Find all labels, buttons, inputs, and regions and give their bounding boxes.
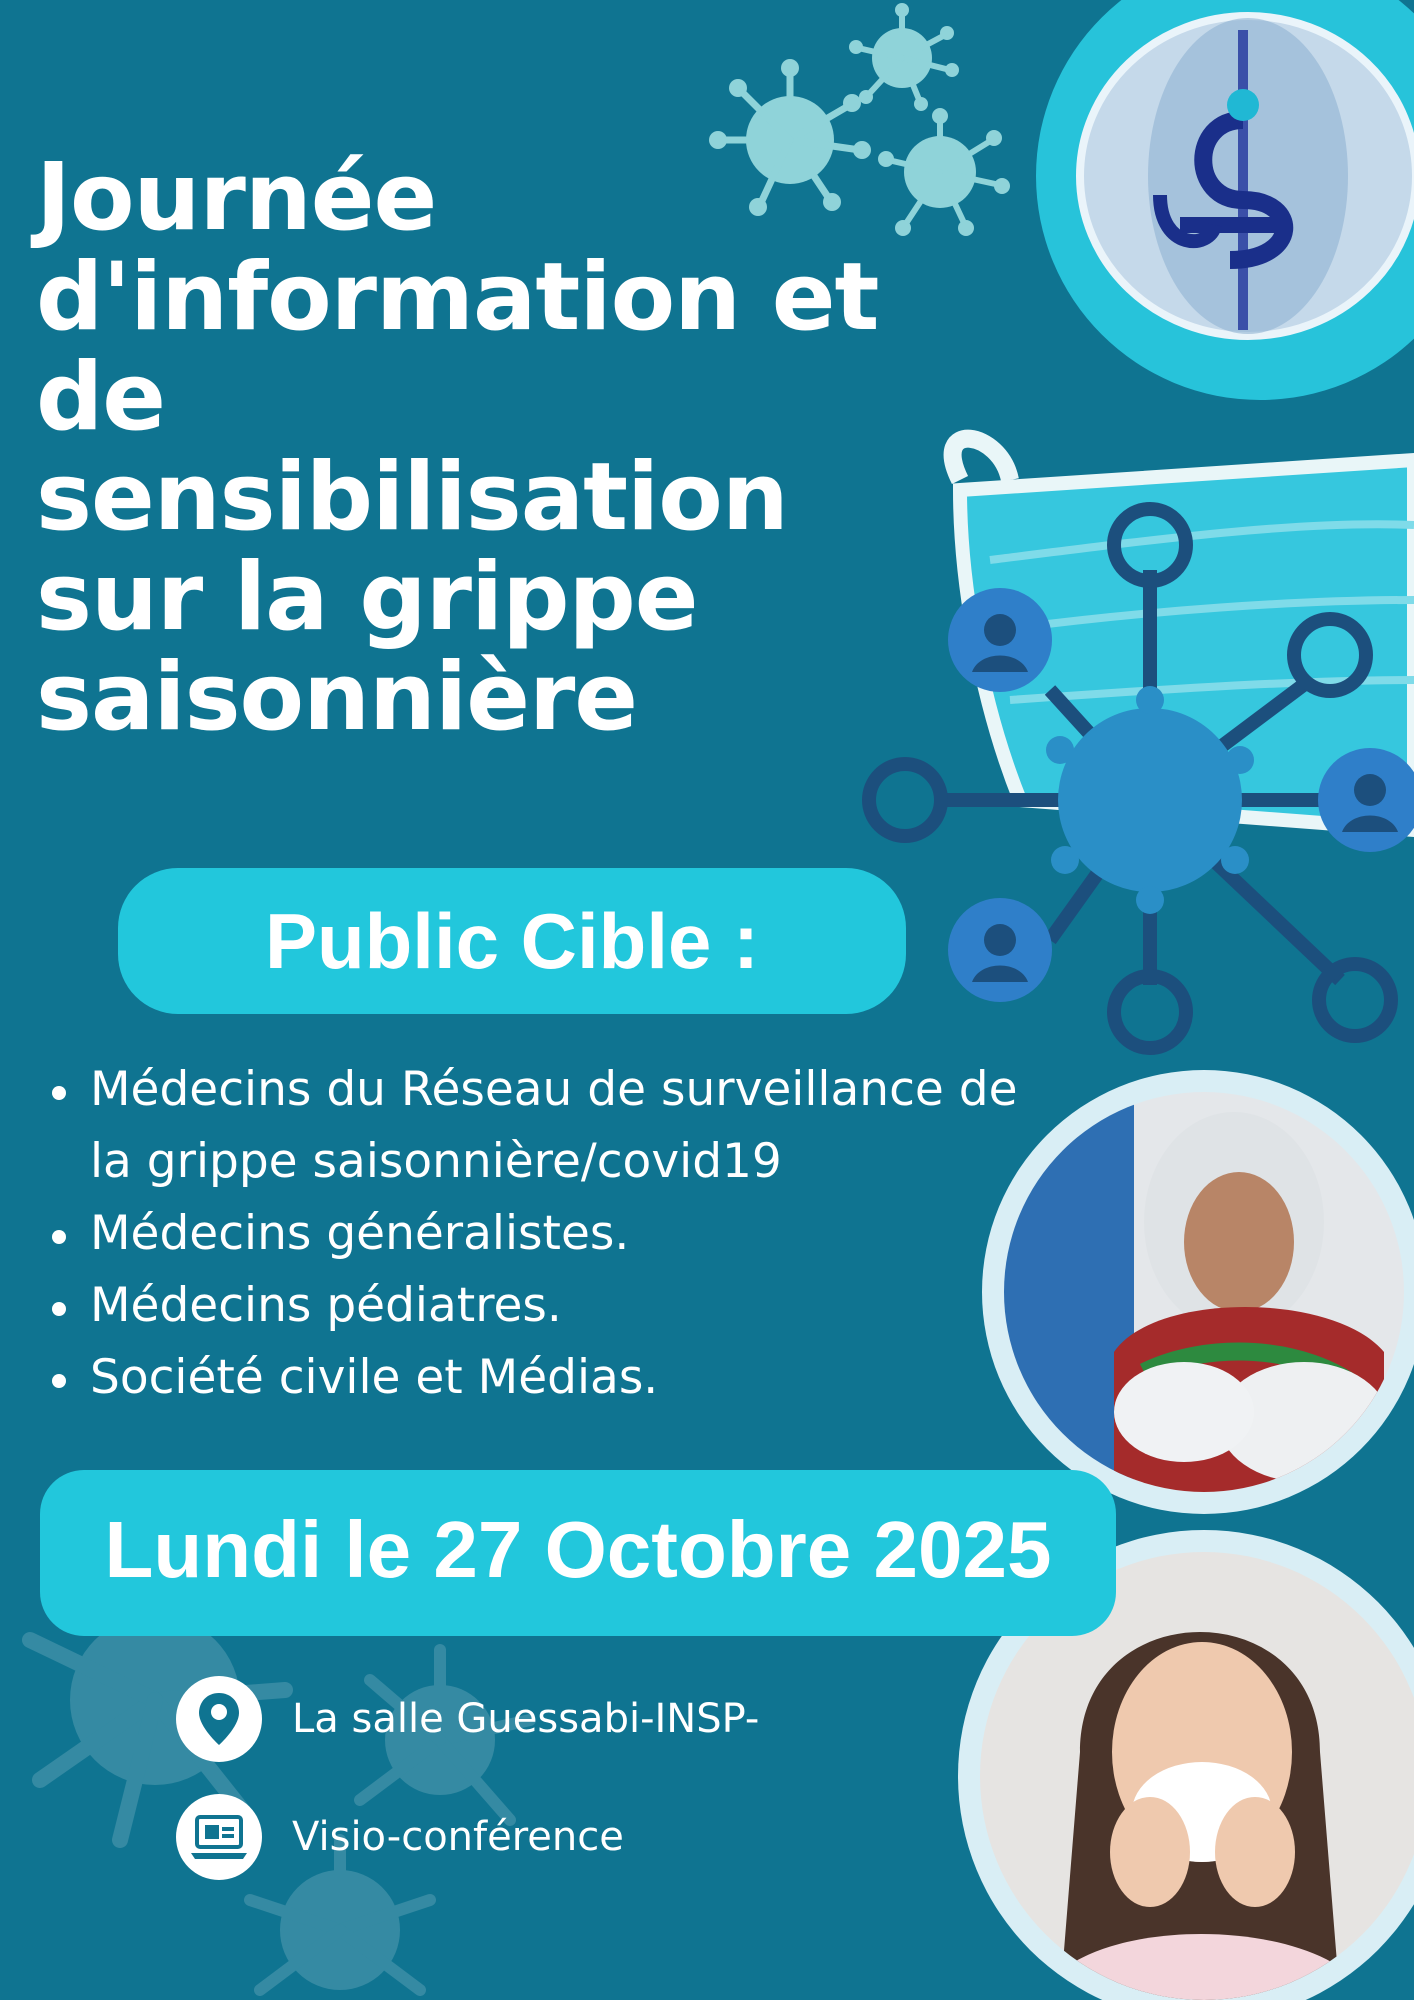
audience-list [90, 1054, 1020, 1414]
event-date: Lundi le 27 Octobre 2025 [40, 1470, 1116, 1636]
visio-row [176, 1794, 624, 1880]
visio-text: Visio-conférence [292, 1814, 624, 1860]
photo-vaccination [1004, 1092, 1404, 1492]
location-text: La salle Guessabi-INSP- [292, 1696, 760, 1742]
list-item: Médecins généralistes. [90, 1198, 1020, 1270]
public-cible-label: Public Cible : [118, 868, 906, 1014]
list-item: Société civile et Médias. [90, 1342, 1020, 1414]
location-pin-icon [176, 1676, 262, 1762]
page-title: Journée d'information et de sensibilisation sur la grippe saisonnière [36, 143, 879, 752]
laptop-icon [176, 1794, 262, 1880]
virus-icon [849, 3, 959, 111]
person-icon [948, 898, 1052, 1002]
location-row [176, 1676, 759, 1762]
institute-logo [1036, 0, 1414, 400]
list-item: Médecins pédiatres. [90, 1270, 1020, 1342]
virus-icon [878, 108, 1010, 236]
person-icon [948, 588, 1052, 692]
list-item: Médecins du Réseau de surveillance de la grippe saisonnière/covid19 [90, 1054, 1020, 1198]
